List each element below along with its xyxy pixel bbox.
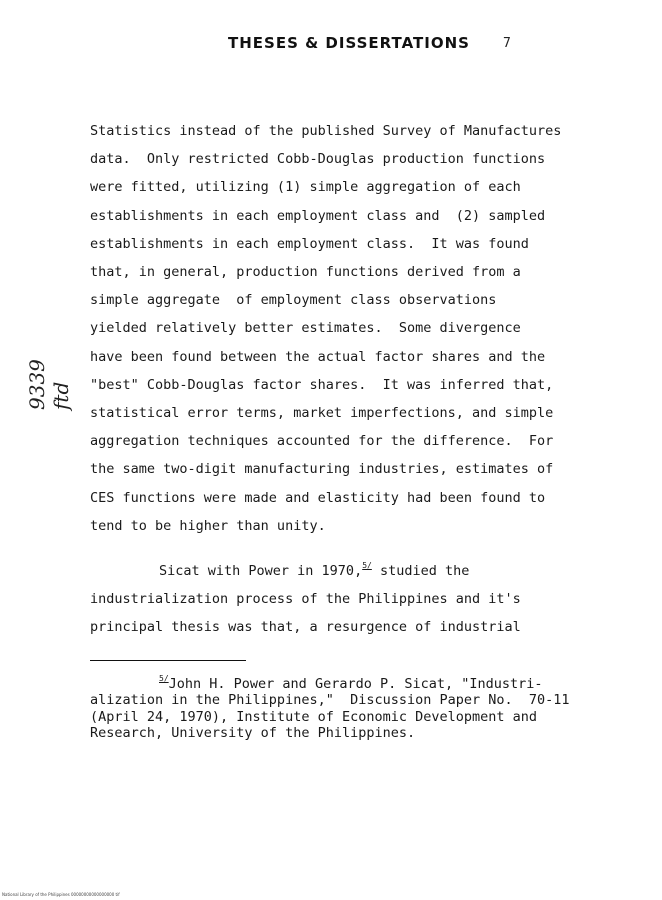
footnote-mark: 5/ [159,673,169,683]
text-fragment: studied the [371,563,470,579]
paragraph-2 [90,557,650,642]
text-line: establishments in each employment class and (2) sampled [90,207,546,224]
text-line: statistical error terms, market imperfections, and simple [90,405,554,422]
text-line: principal thesis was that, a resurgence of industrial [90,619,521,636]
text-line: tend to be higher than unity. [90,517,326,534]
text-line: were fitted, utilizing (1) simple aggregation of each [90,179,521,196]
footnote-divider [90,660,246,661]
footnote [90,673,650,742]
footnote-reference: 5/ [362,560,372,570]
text-line: data. Only restricted Cobb-Douglas production functions [90,151,546,168]
handwritten-call-number: 9339 ftd [25,359,73,410]
footnote-line: (April 24, 1970), Institute of Economic Development and [90,708,538,725]
text-line: industrialization process of the Philippines and it's [90,591,521,608]
text-line: aggregation techniques accounted for the difference. For [90,433,554,450]
theses-dissertations-stamp: THESES & DISSERTATIONS [228,34,470,52]
text-line: Statistics instead of the published Survey of Manufactures [90,123,562,139]
text-fragment: Sicat with Power in 1970, [159,563,363,579]
text-line [90,557,650,585]
footnote-line: alization in the Philippines," Discussion Paper No. 70-11 [90,692,570,709]
text-line: simple aggregate of employment class observations [90,292,497,309]
archive-label: National Library of the Philippines 00000000000000000 tif [2,892,120,897]
text-line: that, in general, production functions derived from a [90,264,521,281]
text-fragment: John H. Power and Gerardo P. Sicat, "Industri- [168,676,543,692]
text-line: have been found between the actual factor shares and the [90,348,546,365]
paragraph-1 [90,117,650,540]
text-line: the same two-digit manufacturing industries, estimates of [90,461,554,478]
text-line: "best" Cobb-Douglas factor shares. It was inferred that, [90,376,554,393]
text-line: CES functions were made and elasticity had been found to [90,489,546,506]
text-line: yielded relatively better estimates. Some divergence [90,320,521,337]
page-number: 7 [503,36,511,51]
text-line: establishments in each employment class. It was found [90,235,529,252]
footnote-line: Research, University of the Philippines. [90,725,416,742]
footnote-line [90,673,650,692]
